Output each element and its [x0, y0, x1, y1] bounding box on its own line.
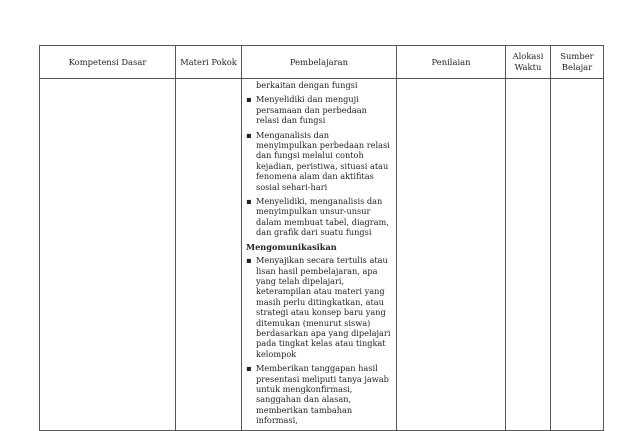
- header-pembelajaran: Pembelajaran: [242, 46, 397, 79]
- cell-alokasi-waktu: [506, 79, 551, 431]
- list-item-text: Menganalisis dan menyimpulkan perbedaan relasi dan fungsi melalui contoh kejadian, peristiwa, situasi atau fenomena alam dan aktifitas sosial sehari-hari: [256, 129, 390, 192]
- list-item: [246, 94, 392, 125]
- section-title-mengomunikasikan: Mengomunikasikan: [246, 241, 337, 252]
- content-row: [40, 79, 604, 431]
- bullet-icon: ▪: [246, 129, 252, 140]
- header-kompetensi-dasar: Kompetensi Dasar: [40, 46, 176, 79]
- bullet-icon: ▪: [246, 94, 252, 105]
- header-sumber-belajar: Sumber Belajar: [551, 46, 604, 79]
- pembelajaran-intro: berkaitan dengan fungsi: [256, 80, 358, 90]
- bullet-icon: ▪: [246, 363, 252, 374]
- list-item-text: Menyelidiki dan menguji persamaan dan perbedaan relasi dan fungsi: [256, 94, 367, 126]
- list-item: [246, 363, 392, 425]
- list-item-text: Menyajikan secara tertulis atau lisan hasil pembelajaran, apa yang telah dipelajari, keterampilan atau materi yang masih perlu ditingkatkan, atau strategi atau konsep baru yang ditemukan (menurut siswa) berdasarkan apa yang dipelajari pada tingkat kelas atau tingkat kelompok: [256, 255, 391, 359]
- list-item: [246, 130, 392, 192]
- header-materi-pokok: Materi Pokok: [176, 46, 242, 79]
- header-penilaian: Penilaian: [397, 46, 506, 79]
- cell-materi-pokok: [176, 79, 242, 431]
- header-alokasi-waktu: Alokasi Waktu: [506, 46, 551, 79]
- bullet-icon: ▪: [246, 255, 252, 266]
- cell-pembelajaran: [242, 79, 397, 431]
- bullet-icon: ▪: [246, 196, 252, 207]
- list-item-text: Menyelidiki, menganalisis dan menyimpulkan unsur-unsur dalam membuat tabel, diagram, dan grafik dari suatu fungsi: [256, 196, 389, 238]
- list-item: [246, 255, 392, 359]
- list-item-text: Memberikan tanggapan hasil presentasi meliputi tanya jawab untuk mengkonfirmasi, sanggahan dan alasan, memberikan tambahan informasi,: [256, 363, 389, 426]
- cell-kompetensi-dasar: [40, 79, 176, 431]
- cell-penilaian: [397, 79, 506, 431]
- syllabus-table: [39, 45, 604, 431]
- cell-sumber-belajar: [551, 79, 604, 431]
- list-item: [246, 196, 392, 238]
- header-row: [40, 46, 604, 79]
